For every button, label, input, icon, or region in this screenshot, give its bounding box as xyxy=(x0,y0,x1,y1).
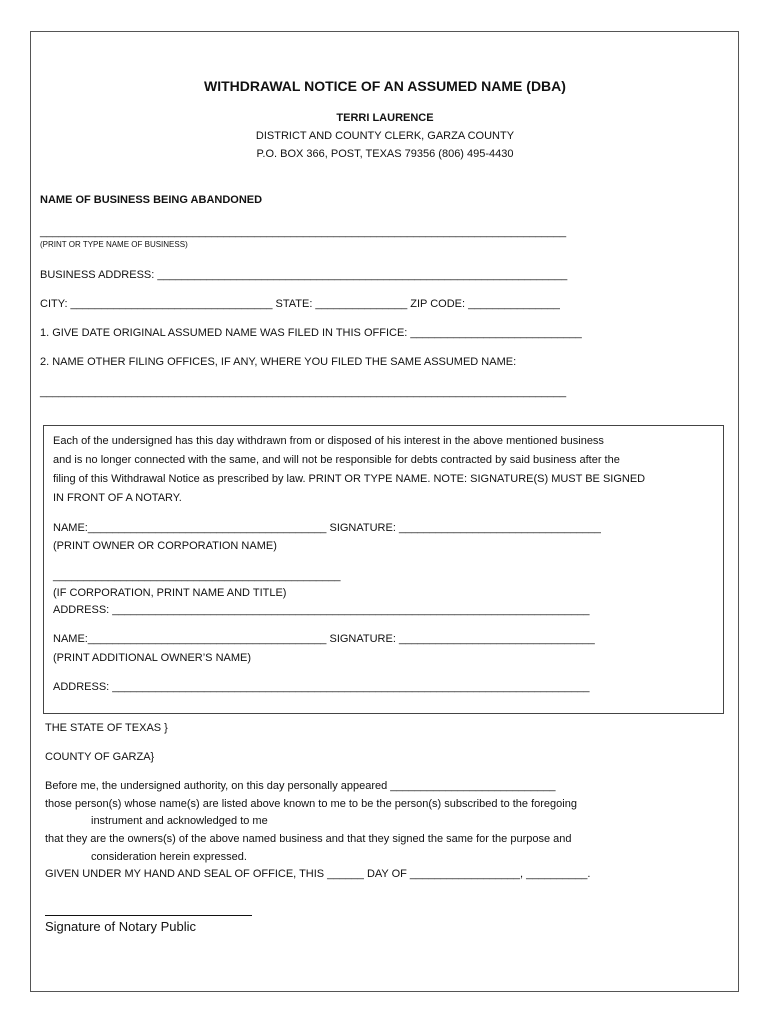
declaration-text-1: Each of the undersigned has this day withdrawn from or disposed of his interest in the above mentioned business xyxy=(53,435,604,447)
original-filing-date-field[interactable]: 1. GIVE DATE ORIGINAL ASSUMED NAME WAS FILED IN THIS OFFICE: ____________________________ xyxy=(40,327,582,339)
notary-text-1[interactable]: Before me, the undersigned authority, on this day personally appeared ___________________________ xyxy=(45,780,556,792)
additional-owner-address-field[interactable]: ADDRESS: ______________________________________________________________________________ xyxy=(53,681,590,693)
notary-text-5: consideration herein expressed. xyxy=(91,851,247,863)
notary-signature-line[interactable] xyxy=(45,915,252,916)
notary-text-2: those person(s) whose name(s) are listed above known to me to be the person(s) subscribed to the foregoing xyxy=(45,798,577,810)
business-name-hint: (PRINT OR TYPE NAME OF BUSINESS) xyxy=(40,240,188,249)
notary-date-field[interactable]: GIVEN UNDER MY HAND AND SEAL OF OFFICE, THIS ______ DAY OF __________________, __________. xyxy=(45,868,591,880)
owner-name-signature-field[interactable]: NAME:_______________________________________ SIGNATURE: _________________________________ xyxy=(53,522,601,534)
declaration-text-3: filing of this Withdrawal Notice as prescribed by law. PRINT OR TYPE NAME. NOTE: SIGNATURE(S) MUST BE SIGNED xyxy=(53,473,646,485)
notary-text-3: instrument and acknowledged to me xyxy=(91,815,268,827)
business-section-heading: NAME OF BUSINESS BEING ABANDONED xyxy=(40,194,263,206)
notary-signature-label: Signature of Notary Public xyxy=(45,919,197,934)
clerk-address: P.O. BOX 366, POST, TEXAS 79356 (806) 495-4430 xyxy=(256,148,514,160)
owner-name-hint: (PRINT OWNER OR CORPORATION NAME) xyxy=(53,540,277,552)
owner-address-field[interactable]: ADDRESS: ______________________________________________________________________________ xyxy=(53,604,590,616)
other-filing-offices-question: 2. NAME OTHER FILING OFFICES, IF ANY, WHERE YOU FILED THE SAME ASSUMED NAME: xyxy=(40,356,517,368)
corporation-name-title-field[interactable]: _______________________________________________ xyxy=(53,570,341,582)
declaration-text-4: IN FRONT OF A NOTARY. xyxy=(53,492,182,504)
form-title: WITHDRAWAL NOTICE OF AN ASSUMED NAME (DBA) xyxy=(204,78,566,94)
additional-owner-name-signature-field[interactable]: NAME:_______________________________________ SIGNATURE: ________________________________ xyxy=(53,633,595,645)
additional-owner-name-hint: (PRINT ADDITIONAL OWNER’S NAME) xyxy=(53,652,252,664)
notary-county: COUNTY OF GARZA} xyxy=(45,751,155,763)
corporation-hint: (IF CORPORATION, PRINT NAME AND TITLE) xyxy=(53,587,287,599)
clerk-name: TERRI LAURENCE xyxy=(336,112,434,124)
clerk-office: DISTRICT AND COUNTY CLERK, GARZA COUNTY xyxy=(255,130,515,142)
business-name-field[interactable]: ______________________________________________________________________________________ xyxy=(40,226,567,238)
business-address-field[interactable]: BUSINESS ADDRESS: ___________________________________________________________________ xyxy=(40,269,568,281)
declaration-text-2: and is no longer connected with the same, and will not be responsible for debts contracted by said business after the xyxy=(53,454,620,466)
notary-state: THE STATE OF TEXAS } xyxy=(45,722,168,734)
city-state-zip-field[interactable]: CITY: _________________________________ STATE: _______________ ZIP CODE: _______________ xyxy=(40,298,560,310)
other-filing-offices-field[interactable]: ______________________________________________________________________________________ xyxy=(40,386,567,398)
notary-text-4: that they are the owners(s) of the above named business and that they signed the same for the purpose and xyxy=(45,833,572,845)
